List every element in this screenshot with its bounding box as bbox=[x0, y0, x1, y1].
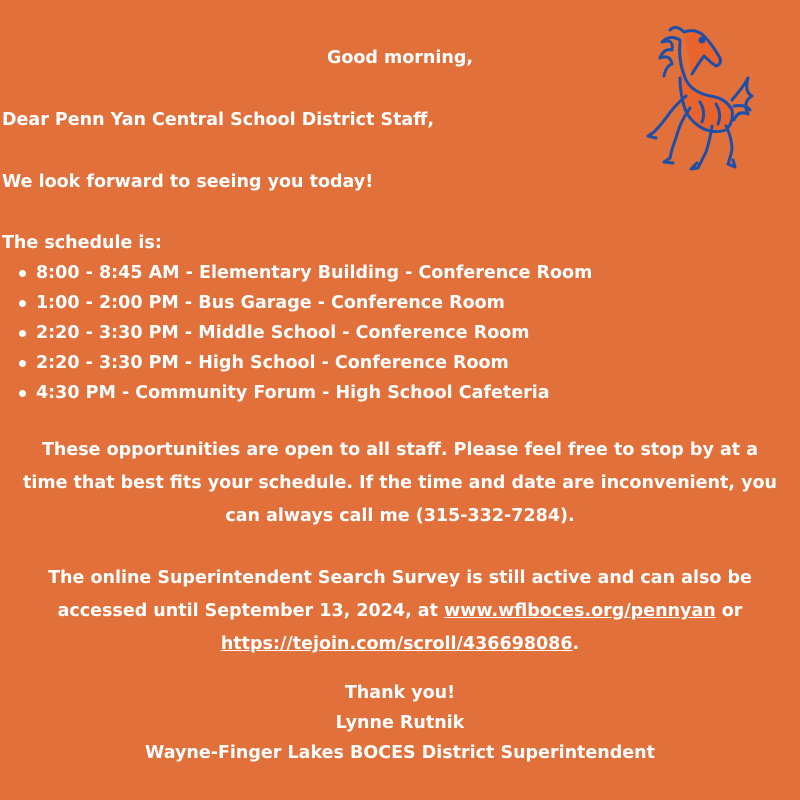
mustang-mascot-icon bbox=[640, 22, 755, 172]
intro-text: We look forward to seeing you today! bbox=[2, 172, 374, 192]
schedule-item: 2:20 - 3:30 PM - High School - Conference Room bbox=[18, 348, 592, 378]
opportunities-line: These opportunities are open to all staff. Please feel free to stop by at a bbox=[41, 440, 759, 460]
survey-line bbox=[0, 628, 800, 661]
schedule-item: 8:00 - 8:45 AM - Elementary Building - Conference Room bbox=[18, 258, 592, 288]
thanks-text: Thank you! bbox=[344, 683, 456, 703]
opportunities-paragraph bbox=[0, 434, 800, 533]
survey-text: . bbox=[572, 634, 580, 654]
schedule-item: 1:00 - 2:00 PM - Bus Garage - Conference Room bbox=[18, 288, 592, 318]
schedule-item: 2:20 - 3:30 PM - Middle School - Conference Room bbox=[18, 318, 592, 348]
opportunities-line: can always call me (315-332-7284). bbox=[225, 506, 575, 526]
signer-title: Wayne-Finger Lakes BOCES District Superintendent bbox=[145, 743, 655, 763]
survey-line bbox=[0, 595, 800, 628]
signer-name: Lynne Rutnik bbox=[335, 713, 465, 733]
survey-line: The online Superintendent Search Survey is still active and can also be bbox=[48, 568, 752, 588]
wflboces-link[interactable]: www.wflboces.org/pennyan bbox=[444, 601, 716, 621]
schedule-heading: The schedule is: bbox=[2, 233, 162, 253]
schedule-item: 4:30 PM - Community Forum - High School Cafeteria bbox=[18, 378, 592, 408]
schedule-list bbox=[18, 258, 592, 408]
survey-paragraph bbox=[0, 562, 800, 661]
opportunities-line: time that best fits your schedule. If the time and date are inconvenient, you bbox=[23, 473, 777, 493]
closing bbox=[0, 678, 800, 768]
greeting: Good morning, bbox=[326, 48, 473, 68]
tejoin-link[interactable]: https://tejoin.com/scroll/436698086 bbox=[220, 634, 573, 654]
survey-text: or bbox=[715, 601, 743, 621]
salutation: Dear Penn Yan Central School District Staff, bbox=[2, 110, 435, 130]
survey-text: accessed until September 13, 2024, at bbox=[57, 601, 445, 621]
